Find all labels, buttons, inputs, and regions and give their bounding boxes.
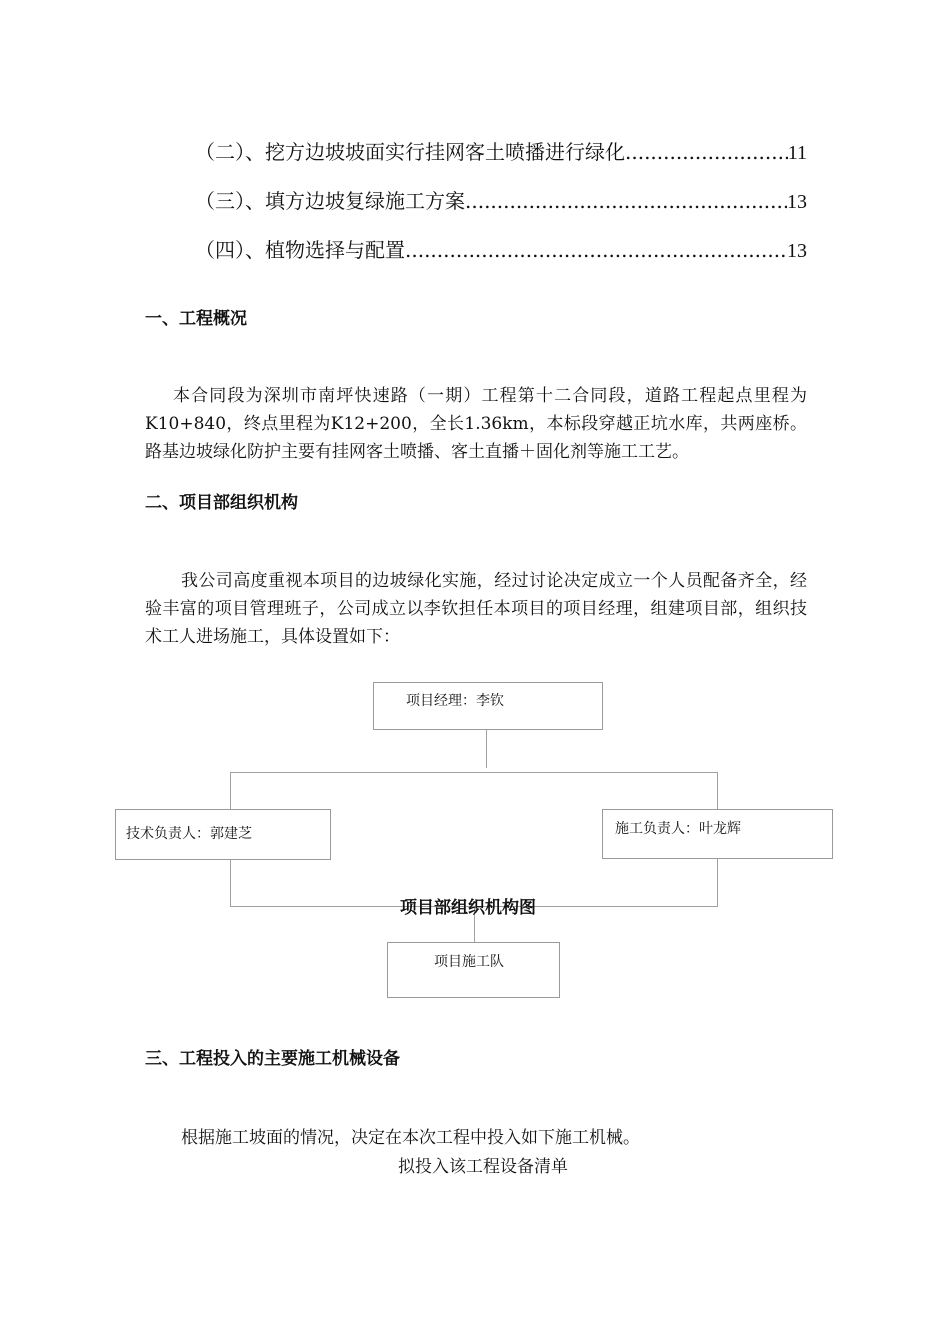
toc-leader-dots bbox=[625, 140, 788, 164]
org-box-construction-lead bbox=[602, 809, 833, 859]
toc-page-number: 13 bbox=[787, 240, 807, 262]
toc-leader-dots bbox=[465, 189, 787, 213]
connector-line bbox=[230, 772, 231, 809]
section-heading-overview: 一、工程概况 bbox=[145, 309, 247, 329]
org-box-label: 项目施工队 bbox=[434, 954, 504, 970]
toc-entry-text: （四）、植物选择与配置 bbox=[195, 238, 405, 262]
toc-entry-text: （二）、挖方边坡坡面实行挂网客土喷播进行绿化 bbox=[195, 140, 625, 164]
connector-line bbox=[717, 859, 718, 906]
toc-entry-2[interactable] bbox=[195, 136, 807, 166]
toc-entry-4[interactable] bbox=[195, 234, 807, 264]
connector-line bbox=[230, 772, 718, 773]
equipment-table-title: 拟投入该工程设备清单 bbox=[398, 1157, 568, 1177]
toc-page-number: 13 bbox=[787, 191, 807, 213]
connector-line bbox=[230, 860, 231, 906]
org-box-label: 项目经理：李钦 bbox=[406, 693, 504, 709]
org-box-label: 技术负责人：郭建芝 bbox=[126, 826, 252, 842]
connector-line bbox=[717, 772, 718, 809]
section-paragraph-equipment: 根据施工坡面的情况，决定在本次工程中投入如下施工机械。 bbox=[181, 1128, 640, 1148]
toc-page-number: 11 bbox=[787, 142, 807, 164]
org-box-manager bbox=[373, 682, 603, 730]
section-heading-organization: 二、项目部组织机构 bbox=[145, 493, 298, 513]
toc-entry-text: （三）、填方边坡复绿施工方案 bbox=[195, 189, 465, 213]
section-paragraph-overview: 本合同段为深圳市南坪快速路（一期）工程第十二合同段，道路工程起点里程为K10+840，终点里程为K12+200，全长1.36km，本标段穿越正坑水库，共两座桥。路基边坡绿化防护主要有挂网客土喷播、客土直播＋固化剂等施工工艺。 bbox=[145, 386, 807, 462]
org-chart-title: 项目部组织机构图 bbox=[400, 898, 536, 918]
org-box-tech-lead bbox=[115, 809, 331, 860]
section-paragraph-organization: 我公司高度重视本项目的边坡绿化实施，经过讨论决定成立一个人员配备齐全，经验丰富的项目管理班子，公司成立以李钦担任本项目的项目经理，组建项目部，组织技术工人进场施工，具体设置如下： bbox=[145, 571, 807, 647]
toc-entry-3[interactable] bbox=[195, 185, 807, 215]
org-box-team bbox=[387, 942, 560, 998]
section-heading-equipment: 三、工程投入的主要施工机械设备 bbox=[145, 1049, 400, 1069]
toc-leader-dots bbox=[405, 238, 787, 262]
connector-line bbox=[486, 730, 487, 768]
org-box-label: 施工负责人：叶龙辉 bbox=[615, 821, 741, 837]
